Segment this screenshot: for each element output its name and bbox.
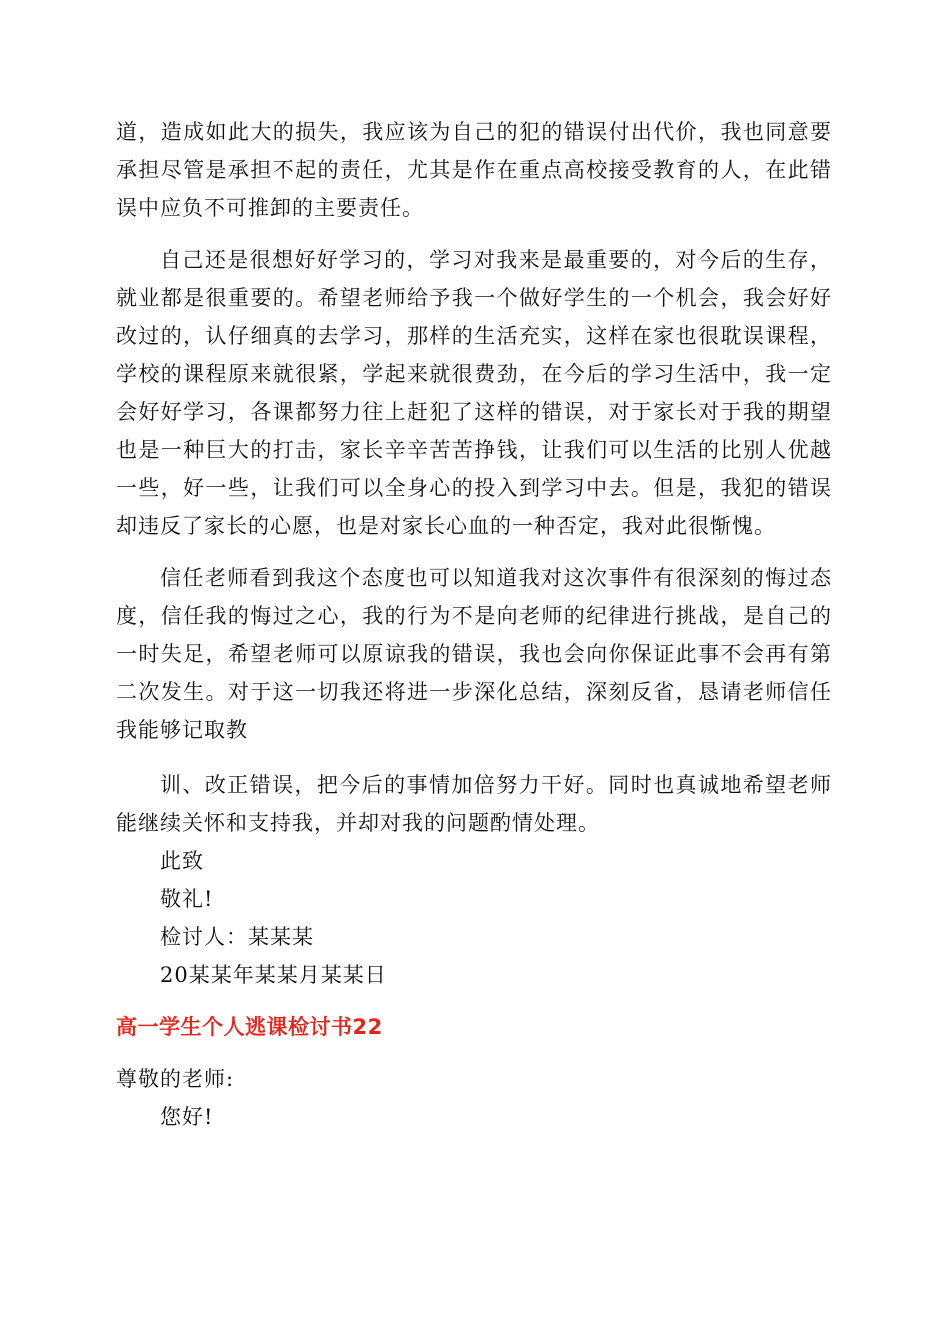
closing-line-2: 敬礼! <box>160 887 214 911</box>
section-heading: 高一学生个人逃课检讨书22 <box>116 1015 383 1039</box>
date-line: 20某某年某某月某某日 <box>160 963 387 987</box>
signer-line: 检讨人：某某某 <box>160 925 314 949</box>
closing-line-1: 此致 <box>160 849 204 873</box>
paragraph-3: 信任老师看到我这个态度也可以知道我对这次事件有很深刻的悔过态度，信任我的悔过之心，我的行为不是向老师的纪律进行挑战，是自己的一时失足，希望老师可以原谅我的错误，我也会向你保证此事不会再有第二次发生。对于这一切我还将进一步深化总结，深刻反省，恳请老师信任我能够记取教 <box>116 566 832 742</box>
document-body <box>116 113 832 1136</box>
paragraph-4: 训、改正错误，把今后的事情加倍努力干好。同时也真诚地希望老师能继续关怀和支持我，并却对我的问题酌情处理。 <box>116 773 832 835</box>
salutation: 尊敬的老师: <box>116 1067 235 1091</box>
paragraph-1: 道，造成如此大的损失，我应该为自己的犯的错误付出代价，我也同意要承担尽管是承担不起的责任，尤其是作在重点高校接受教育的人，在此错误中应负不可推卸的主要责任。 <box>116 120 832 220</box>
paragraph-2: 自己还是很想好好学习的，学习对我来是最重要的，对今后的生存，就业都是很重要的。希望老师给予我一个做好学生的一个机会，我会好好改过的，认仔细真的去学习，那样的生活充实，这样在家也很耽误课程，学校的课程原来就很紧，学起来就很费劲，在今后的学习生活中，我一定会好好学习，各课都努力往上赶犯了这样的错误，对于家长对于我的期望也是一种巨大的打击，家长辛辛苦苦挣钱，让我们可以生活的比别人优越一些，好一些，让我们可以全身心的投入到学习中去。但是，我犯的错误却违反了家长的心愿，也是对家长心血的一种否定，我对此很惭愧。 <box>116 248 832 538</box>
greeting: 您好! <box>160 1105 214 1129</box>
